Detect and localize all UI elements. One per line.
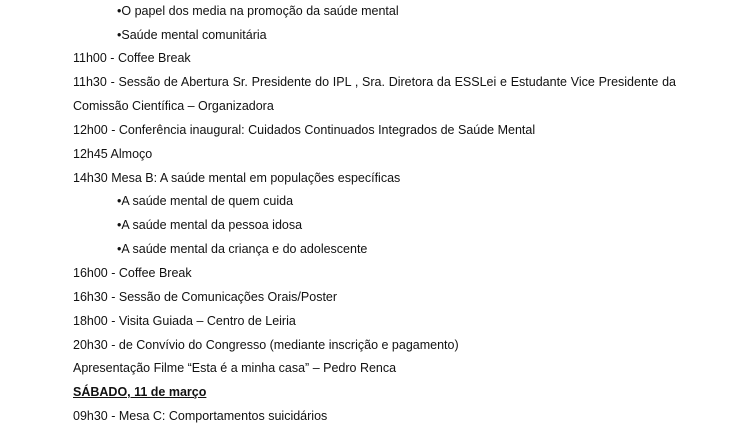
schedule-coffee-break-1600: 16h00 - Coffee Break xyxy=(73,266,192,280)
bullet-community-mental-health: •Saúde mental comunitária xyxy=(117,28,267,42)
schedule-inaugural-conference: 12h00 - Conferência inaugural: Cuidados Continuados Integrados de Saúde Mental xyxy=(73,123,536,137)
bullet-child-adolescent-mental-health: •A saúde mental da criança e do adolescente xyxy=(117,242,368,256)
schedule-panel-b: 14h30 Mesa B: A saúde mental em populações específicas xyxy=(73,171,401,185)
schedule-opening-session: 11h30 - Sessão de Abertura Sr. Presidente do IPL , Sra. Diretora da ESSLei e Estudante Vice Presidente da xyxy=(73,75,676,89)
day-heading-saturday: SÁBADO, 11 de março xyxy=(73,385,207,399)
schedule-panel-c: 09h30 - Mesa C: Comportamentos suicidários xyxy=(73,409,328,423)
schedule-opening-session-continued: Comissão Científica – Organizadora xyxy=(73,99,274,113)
schedule-coffee-break-1100: 11h00 - Coffee Break xyxy=(73,51,191,65)
schedule-guided-visit: 18h00 - Visita Guiada – Centro de Leiria xyxy=(73,314,296,328)
schedule-film-presentation: Apresentação Filme “Esta é a minha casa” – Pedro Renca xyxy=(73,361,397,375)
bullet-elderly-mental-health: •A saúde mental da pessoa idosa xyxy=(117,218,303,232)
schedule-lunch: 12h45 Almoço xyxy=(73,147,153,161)
schedule-congress-dinner: 20h30 - de Convívio do Congresso (mediante inscrição e pagamento) xyxy=(73,338,459,352)
bullet-media-role: •O papel dos media na promoção da saúde mental xyxy=(117,4,399,18)
bullet-caregiver-mental-health: •A saúde mental de quem cuida xyxy=(117,194,294,208)
schedule-oral-communications: 16h30 - Sessão de Comunicações Orais/Poster xyxy=(73,290,338,304)
